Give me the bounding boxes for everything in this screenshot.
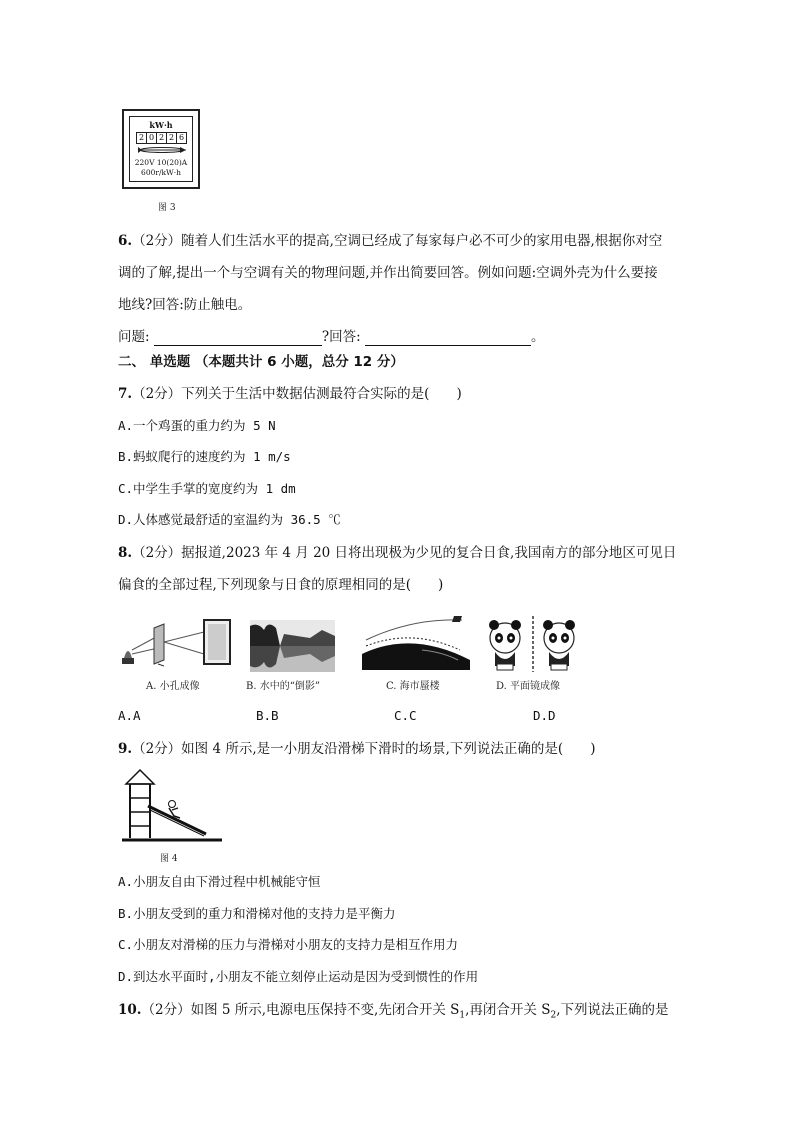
meter-digit: 0 [146,132,157,144]
q6-answer-line [118,328,544,346]
pinhole-imaging-illustration [118,614,238,670]
q10-text-b: ,再闭合开关 S [465,1002,551,1018]
meter-digit-row [136,132,187,144]
meter-digit: 6 [176,132,187,144]
question-number: 6. [118,233,133,249]
meter-digit: 2 [136,132,147,144]
q10-stem [118,1001,669,1025]
q8-image-caption-c: C. 海市蜃楼 [386,681,440,692]
electric-meter-figure [122,109,200,189]
switch-subscript-1: 1 [459,1010,466,1021]
q7-stem [118,385,462,403]
slide-illustration [122,766,224,844]
question-number: 10. [118,1002,142,1018]
section-heading: 二、 单选题 （本题共计 6 小题，总分 12 分） [118,354,404,370]
meter-rating: 220V 10(20)A [134,158,188,167]
q9-option-c[interactable]: C.小朋友对滑梯的压力与滑梯对小朋友的支持力是相互作用力 [118,937,459,952]
meter-unit: kW·h [149,120,173,130]
q9-option-d[interactable]: D.到达水平面时,小朋友不能立刻停止运动是因为受到惯性的作用 [118,969,479,984]
mirage-illustration [362,610,474,670]
q6-line-3: 地线?回答:防止触电。 [118,297,252,313]
q7-option-c[interactable]: C.中学生手掌的宽度约为 1 dm [118,481,296,496]
answer-blank[interactable] [365,331,531,346]
slide-caption: 图 4 [160,854,178,864]
q8-option-b[interactable]: B.B [256,708,279,723]
q8-line-2: 偏食的全部过程,下列现象与日食的原理相同的是( ) [118,577,444,593]
plane-mirror-illustration [485,616,581,672]
question-blank[interactable] [154,331,322,346]
meter-digit: 2 [156,132,167,144]
q9-option-b[interactable]: B.小朋友受到的重力和滑梯对他的支持力是平衡力 [118,906,396,921]
q6-text: （2分）随着人们生活水平的提高,空调已经成了每家每户必不可少的家用电器,根据你对空 [132,233,663,249]
q8-text: （2分）据报道,2023 年 4 月 20 日将出现极为少见的复合日食,我国南方的部分地区可见日 [132,545,677,561]
q9-stem [118,740,595,758]
question-label: 问题: [118,329,150,345]
q7-option-b[interactable]: B.蚂蚁爬行的速度约为 1 m/s [118,449,291,464]
q6-line-2: 调的了解,提出一个与空调有关的物理问题,并作出简要回答。例如问题:空调外壳为什么要接 [118,265,658,281]
question-number: 8. [118,545,133,561]
answer-label: ?回答: [321,329,361,345]
q8-image-caption-b: B. 水中的“倒影” [246,681,320,692]
q6-line-1 [118,232,662,250]
water-reflection-illustration [250,620,335,672]
q8-option-a[interactable]: A.A [118,708,141,723]
question-number: 7. [118,386,133,402]
question-number: 9. [118,741,133,757]
end-mark: 。 [530,329,545,345]
q7-option-d[interactable]: D.人体感觉最舒适的室温约为 36.5 ℃ [118,512,341,527]
q8-line-1 [118,544,676,562]
q8-image-caption-d: D. 平面镜成像 [496,681,561,692]
q7-text: （2分）下列关于生活中数据估测最符合实际的是( ) [132,386,462,402]
q9-option-a[interactable]: A.小朋友自由下滑过程中机械能守恒 [118,874,321,889]
q10-text-a: （2分）如图 5 所示,电源电压保持不变,先闭合开关 S [141,1002,460,1018]
q8-option-d[interactable]: D.D [533,708,556,723]
meter-rate: 600r/kW·h [141,168,181,177]
q9-text: （2分）如图 4 所示,是一小朋友沿滑梯下滑时的场景,下列说法正确的是( ) [132,741,596,757]
switch-subscript-2: 2 [550,1010,557,1021]
meter-caption: 图 3 [158,203,176,213]
q8-image-caption-a: A. 小孔成像 [146,681,200,692]
meter-disc-arrow-icon [136,146,188,154]
q10-text-c: ,下列说法正确的是 [556,1002,669,1018]
meter-digit: 2 [166,132,177,144]
q8-option-c[interactable]: C.C [394,708,417,723]
q7-option-a[interactable]: A.一个鸡蛋的重力约为 5 N [118,418,276,433]
